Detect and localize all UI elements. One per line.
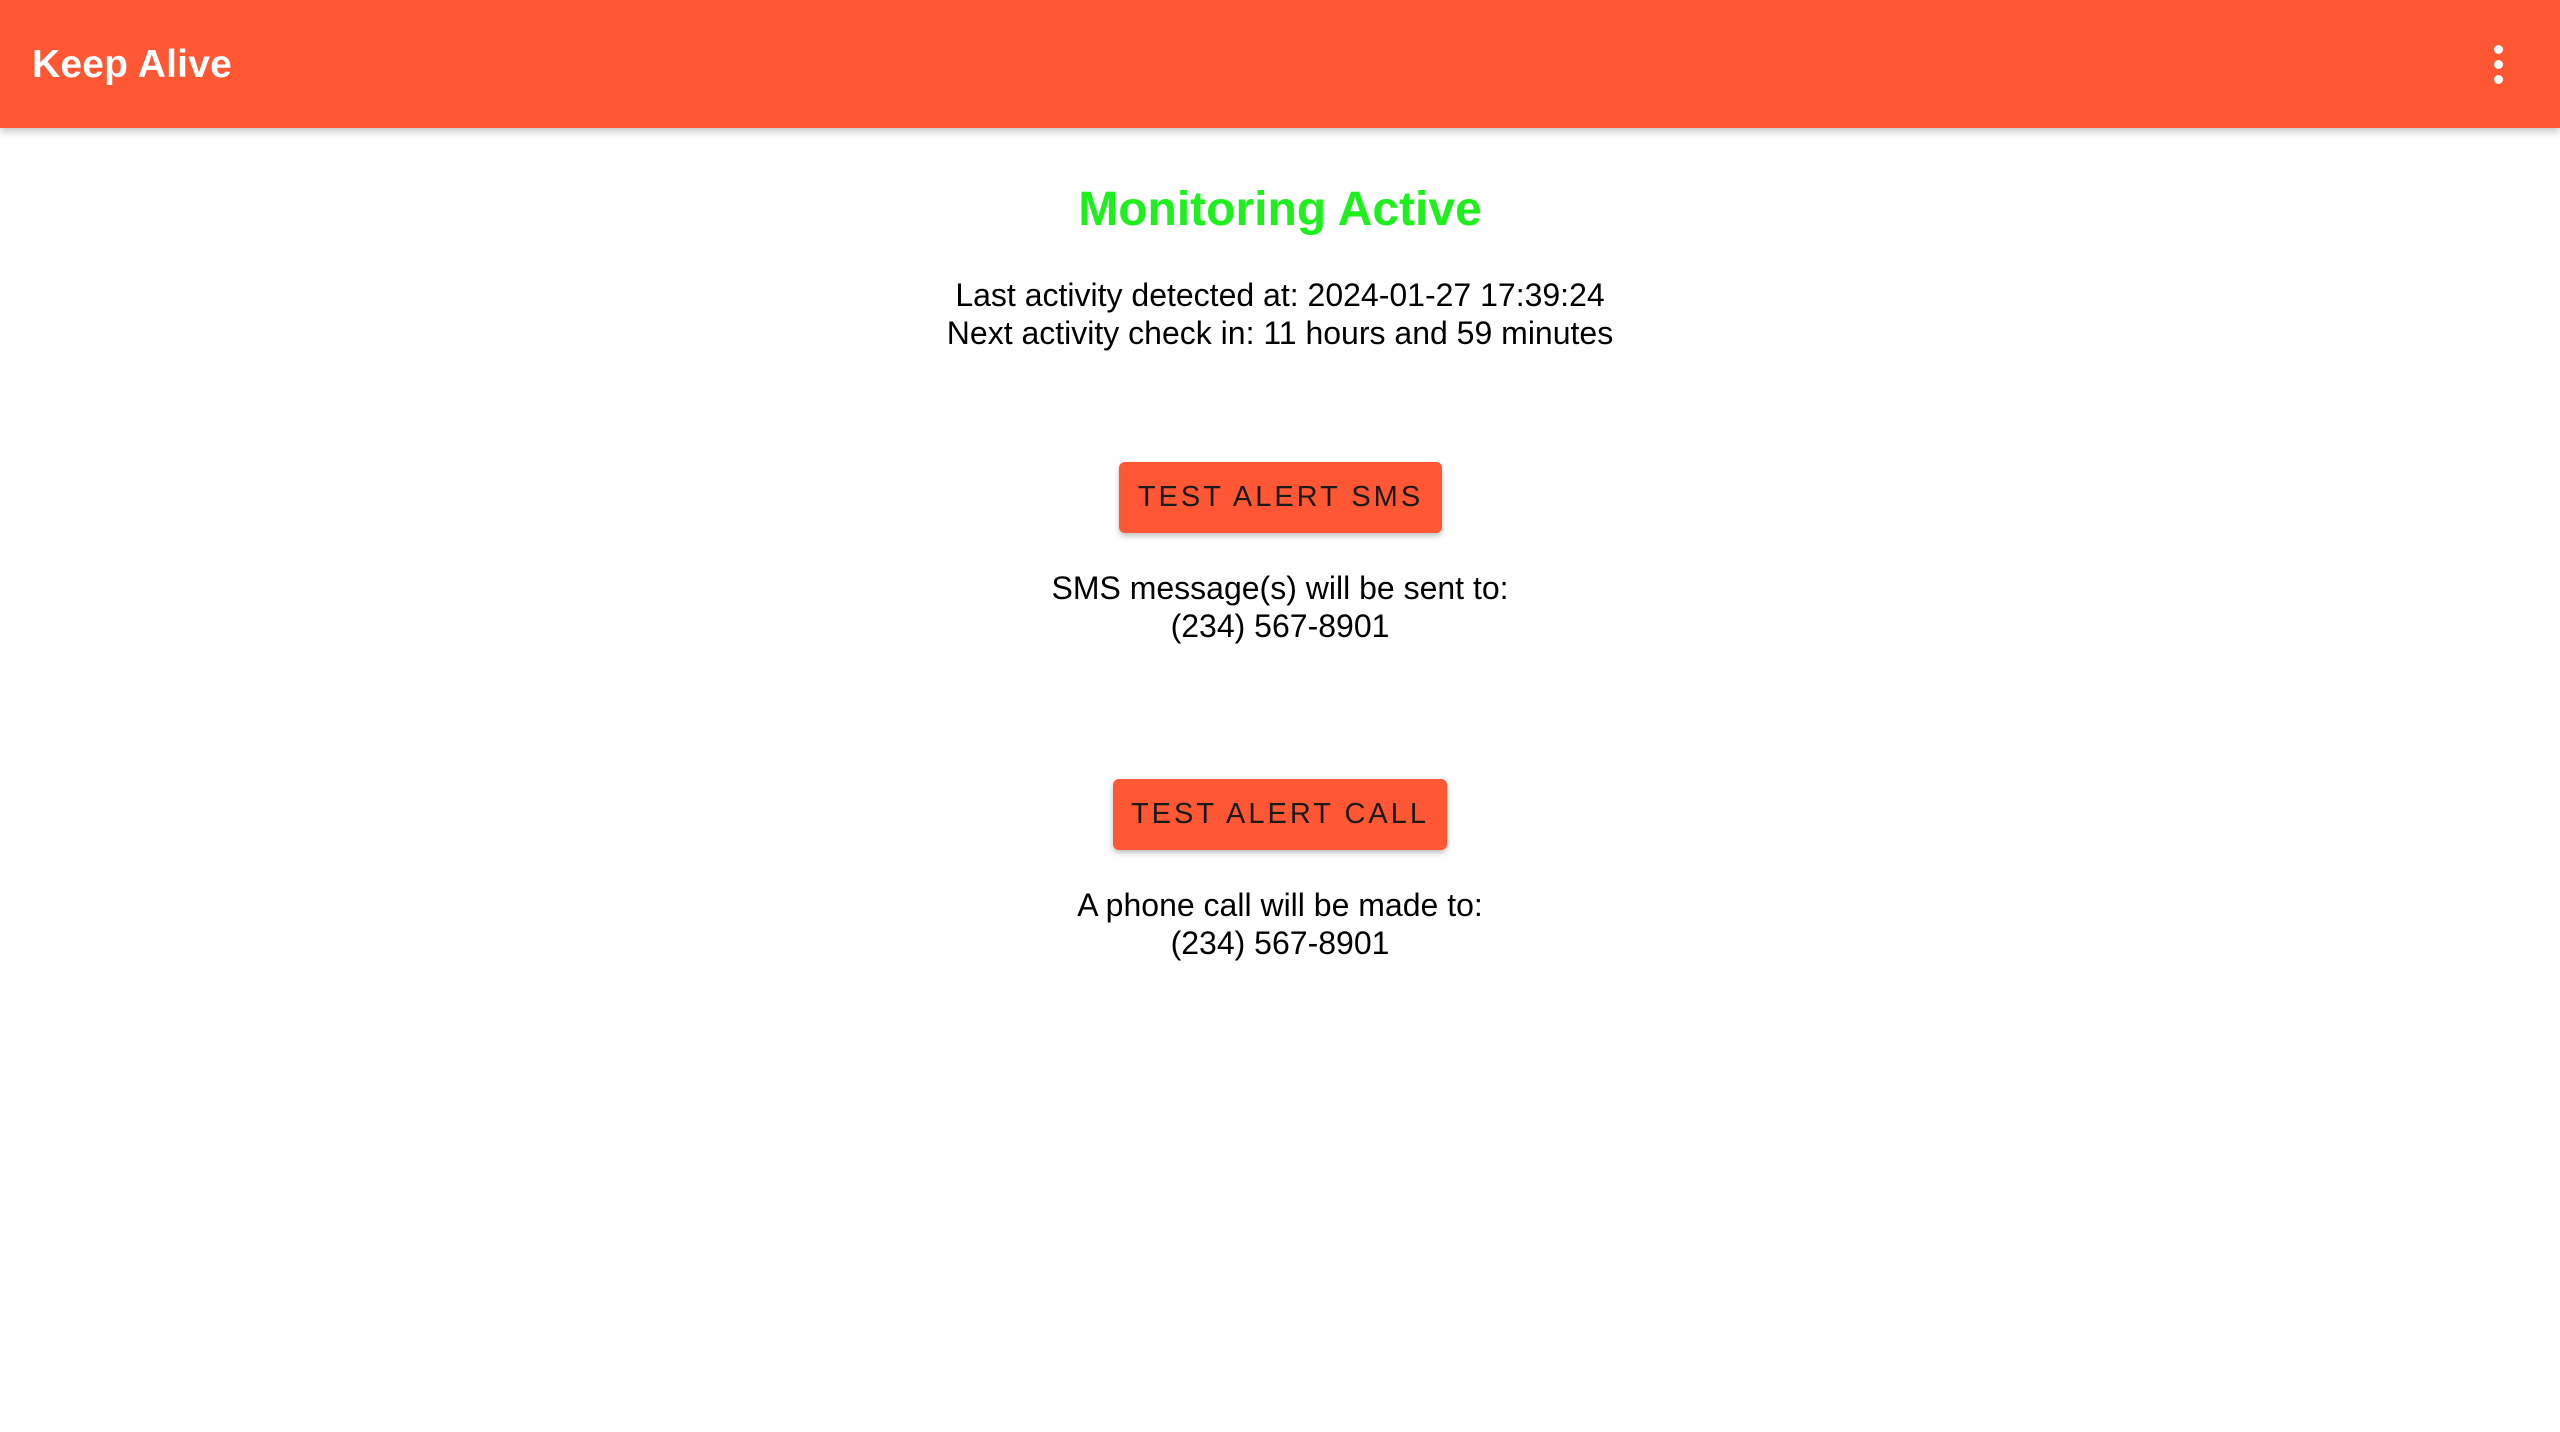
sms-description: SMS message(s) will be sent to: bbox=[1051, 570, 1509, 606]
next-check-text: Next activity check in: 11 hours and 59 minutes bbox=[946, 315, 1614, 351]
main-content bbox=[0, 128, 2560, 1432]
more-vert-icon[interactable] bbox=[2468, 34, 2528, 94]
monitoring-status-title: Monitoring Active bbox=[1078, 183, 1482, 236]
menu-dot bbox=[2494, 45, 2503, 54]
call-description: A phone call will be made to: bbox=[1077, 887, 1483, 923]
test-alert-call-button[interactable]: TEST ALERT CALL bbox=[1113, 779, 1447, 850]
app-bar bbox=[0, 0, 2560, 128]
call-info bbox=[0, 886, 2560, 962]
activity-info bbox=[0, 276, 2560, 352]
last-activity-text: Last activity detected at: 2024-01-27 17:39:24 bbox=[955, 277, 1605, 313]
call-phone-number: (234) 567-8901 bbox=[1170, 925, 1390, 961]
menu-dot bbox=[2494, 75, 2503, 84]
menu-dot bbox=[2494, 60, 2503, 69]
sms-phone-number: (234) 567-8901 bbox=[1170, 608, 1390, 644]
test-alert-sms-button[interactable]: TEST ALERT SMS bbox=[1119, 462, 1442, 533]
sms-info bbox=[0, 569, 2560, 645]
app-title: Keep Alive bbox=[32, 43, 232, 86]
